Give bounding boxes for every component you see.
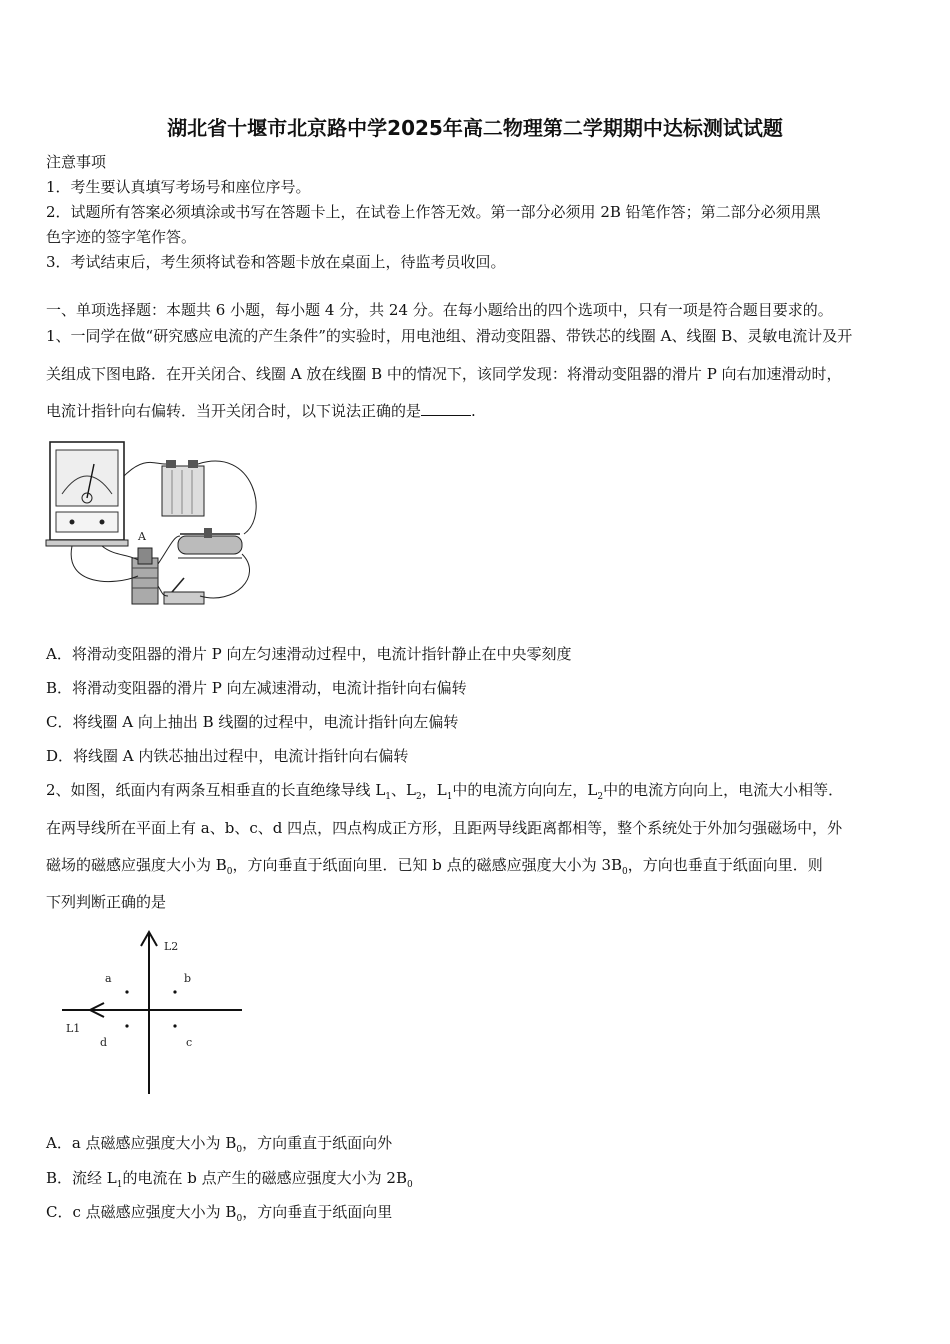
q1-option-a: A．将滑动变阻器的滑片 P 向左匀速滑动过程中，电流计指针静止在中央零刻度 <box>46 645 572 663</box>
q2-text: ，L <box>421 781 447 799</box>
q1-stem-tail: . <box>471 402 476 420</box>
q1-option-b: B．将滑动变阻器的滑片 P 向左减速滑动，电流计指针向右偏转 <box>46 679 467 697</box>
coil-b-icon <box>132 558 158 604</box>
subscript: 0 <box>236 1214 243 1224</box>
q2-option-text: ，方向重直于纸面向外 <box>242 1134 393 1152</box>
subscript: 0 <box>406 1180 413 1190</box>
notice-item: 色字迹的签字笔作答。 <box>46 228 197 246</box>
point-b <box>173 990 176 993</box>
answer-blank <box>421 401 471 416</box>
q1-stem-line: 1、一同学在做“研究感应电流的产生条件”的实验时，用电池组、滑动变阻器、带铁芯的线圈 A、线圈 B、灵敏电流计及开 <box>46 327 853 345</box>
q2-stem-line: 下列判断正确的是 <box>46 893 167 911</box>
subscript: 2 <box>597 792 604 802</box>
point-a <box>125 990 128 993</box>
label-a: a <box>105 972 112 985</box>
q2-option-text: 的电流在 b 点产生的磁感应强度大小为 2B <box>122 1169 407 1187</box>
subscript: 0 <box>226 867 233 877</box>
q2-option-a <box>46 1133 914 1160</box>
q2-text: ，方向垂直于纸面向里．已知 b 点的磁感应强度大小为 3B <box>232 856 623 874</box>
q1-stem-text: 电流计指针向右偏转．当开关闭合时，以下说法正确的是 <box>46 402 422 420</box>
q1-option-d: D．将线圈 A 内铁芯抽出过程中，电流计指针向右偏转 <box>46 747 409 765</box>
battery-icon <box>162 466 204 516</box>
q2-text: 2、如图，纸面内有两条互相垂直的长直绝缘导线 L <box>46 781 386 799</box>
notice-heading: 注意事项 <box>46 153 107 171</box>
q2-stem-line: 在两导线所在平面上有 a、b、c、d 四点，四点构成正方形，且距两导线距离都相等，整个系统处于外加匀强磁场中，外 <box>46 819 843 837</box>
circuit-figure <box>44 436 270 616</box>
switch-icon <box>164 592 204 604</box>
q2-stem-line <box>46 855 914 882</box>
label-l1: L1 <box>66 1022 81 1035</box>
coil-a-label: A <box>138 530 146 543</box>
page-title: 湖北省十堰市北京路中学2025年高二物理第二学期期中达标测试试题 <box>167 116 783 140</box>
q1-option-c: C．将线圈 A 向上抽出 B 线圈的过程中，电流计指针向左偏转 <box>46 713 459 731</box>
subscript: 2 <box>415 792 422 802</box>
label-b: b <box>184 972 192 985</box>
q1-stem-line <box>46 401 914 421</box>
q2-option-text: ，方向垂直于纸面向里 <box>242 1203 393 1221</box>
rheostat-icon <box>178 536 242 554</box>
label-l2: L2 <box>164 940 179 953</box>
label-c: c <box>186 1036 193 1049</box>
point-c <box>173 1024 176 1027</box>
q2-text: 磁场的磁感应强度大小为 B <box>46 856 227 874</box>
notice-item: 3．考试结束后，考生须将试卷和答题卡放在桌面上，待监考员收回。 <box>46 253 506 271</box>
notice-item: 1．考生要认真填写考场号和座位序号。 <box>46 178 311 196</box>
q2-stem-line <box>46 780 914 807</box>
wires-figure <box>60 926 246 1098</box>
subscript: 1 <box>385 792 392 802</box>
q2-option-text: C．c 点磁感应强度大小为 B <box>46 1203 237 1221</box>
coil-a-icon <box>138 548 152 564</box>
subscript: 0 <box>236 1145 243 1155</box>
section-heading: 一、单项选择题：本题共 6 小题，每小题 4 分，共 24 分。在每小题给出的四个选项中，只有一项是符合题目要求的。 <box>46 301 833 319</box>
q2-text: ，方向也垂直于纸面向里．则 <box>627 856 823 874</box>
subscript: 0 <box>622 867 628 877</box>
notice-item: 2．试题所有答案必须填涂或书写在答题卡上，在试卷上作答无效。第一部分必须用 2B 铅笔作答；第二部分必须用黑 <box>46 203 821 221</box>
label-d: d <box>100 1036 108 1049</box>
subscript: 1 <box>446 792 453 802</box>
q2-text: 中的电流方向向左，L <box>452 781 598 799</box>
q1-stem-line: 关组成下图电路．在开关闭合、线圈 A 放在线圈 B 中的情况下，该同学发现：将滑动变阻器的滑片 P 向右加速滑动时， <box>46 365 842 383</box>
subscript: 1 <box>116 1180 123 1190</box>
q2-text: 、L <box>391 781 416 799</box>
q2-text: 中的电流方向向上，电流大小相等． <box>603 781 844 799</box>
q2-option-text: A．a 点磁感应强度大小为 B <box>46 1134 237 1152</box>
q2-option-c <box>46 1202 914 1229</box>
q2-option-b <box>46 1168 914 1195</box>
q2-option-text: B．流经 L <box>46 1169 117 1187</box>
point-d <box>125 1024 128 1027</box>
